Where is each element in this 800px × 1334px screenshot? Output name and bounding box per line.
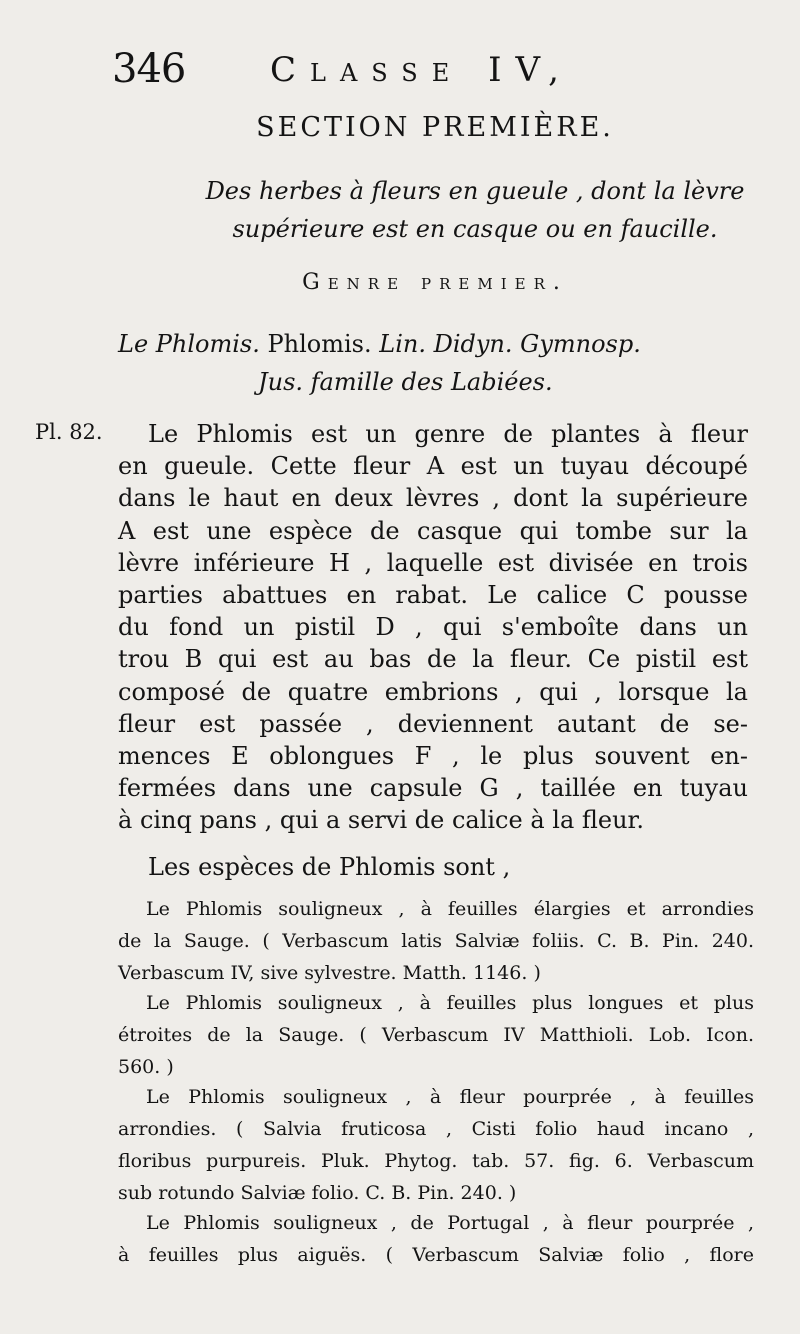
running-header: Classe IV, xyxy=(270,50,573,90)
genre-classification: Lin. Didyn. Gymnosp. xyxy=(379,330,641,358)
section-subtitle-line: Des herbes à fleurs en gueule , dont la lèvre xyxy=(205,177,745,205)
species-entry xyxy=(118,893,754,989)
species-entry xyxy=(118,1081,754,1209)
species-line: Le Phlomis souligneux , à fleur pourprée , à feuilles xyxy=(146,1086,754,1108)
species-line: Le Phlomis souligneux , de Portugal , à fleur pourprée , xyxy=(146,1212,754,1234)
species-line: floribus purpureis. Pluk. Phytog. tab. 57. fig. 6. Verbascum xyxy=(118,1150,754,1172)
genre-heading-line xyxy=(118,325,641,363)
paragraph-line: composé de quatre embrions , qui , lorsque la xyxy=(118,677,748,706)
paragraph-line: en gueule. Cette fleur A est un tuyau découpé xyxy=(118,452,748,481)
genus-description xyxy=(118,418,748,837)
paragraph-line: fleur est passée , deviennent autant de se- xyxy=(118,709,748,738)
species-entry xyxy=(118,1207,754,1271)
paragraph-line: A est une espèce de casque qui tombe sur la xyxy=(118,516,748,545)
section-subtitle-line: supérieure est en casque ou en faucille. xyxy=(232,215,718,243)
genre-name-french: Le Phlomis. xyxy=(118,330,260,358)
species-line: à feuilles plus aiguës. ( Verbascum Salviæ folio , flore xyxy=(118,1244,754,1266)
species-entry xyxy=(118,987,754,1083)
paragraph-line: à cinq pans , qui a servi de calice à la fleur. xyxy=(118,806,645,835)
paragraph-line: trou B qui est au bas de la fleur. Ce pistil est xyxy=(118,645,748,674)
species-line: étroites de la Sauge. ( Verbascum IV Matthioli. Lob. Icon. xyxy=(118,1024,754,1046)
section-title: SECTION PREMIÈRE. xyxy=(256,112,614,143)
species-line: 560. ) xyxy=(118,1056,174,1078)
paragraph-line: parties abattues en rabat. Le calice C pousse xyxy=(118,581,748,610)
species-line: Le Phlomis souligneux , à feuilles élargies et arrondies xyxy=(146,898,754,920)
species-line: de la Sauge. ( Verbascum latis Salviæ foliis. C. B. Pin. 240. xyxy=(118,930,754,952)
species-line: arrondies. ( Salvia fruticosa , Cisti folio haud incano , xyxy=(118,1118,754,1140)
paragraph-line: Le Phlomis est un genre de plantes à fleur xyxy=(148,420,748,448)
section-subtitle xyxy=(185,172,765,248)
paragraph-line: fermées dans une capsule G , taillée en tuyau xyxy=(118,774,748,803)
page-number: 346 xyxy=(112,46,186,92)
genre-heading xyxy=(118,325,641,401)
paragraph-line: du fond un pistil D , qui s'emboîte dans un xyxy=(118,613,748,642)
paragraph-line: mences E oblongues F , le plus souvent en- xyxy=(118,742,748,771)
genre-family: Jus. famille des Labiées. xyxy=(258,368,553,396)
species-line: Verbascum IV, sive sylvestre. Matth. 1146. ) xyxy=(118,962,541,984)
paragraph-line: dans le haut en deux lèvres , dont la supérieure xyxy=(118,484,748,513)
species-line: Le Phlomis souligneux , à feuilles plus longues et plus xyxy=(146,992,754,1014)
paragraph-line: lèvre inférieure H , laquelle est divisée en trois xyxy=(118,548,748,577)
species-line: sub rotundo Salviæ folio. C. B. Pin. 240. ) xyxy=(118,1182,517,1204)
plate-reference: Pl. 82. xyxy=(35,420,103,444)
genre-title: Genre premier. xyxy=(302,270,568,295)
genre-name-latin: Phlomis. xyxy=(259,330,380,358)
species-heading: Les espèces de Phlomis sont , xyxy=(148,853,511,881)
